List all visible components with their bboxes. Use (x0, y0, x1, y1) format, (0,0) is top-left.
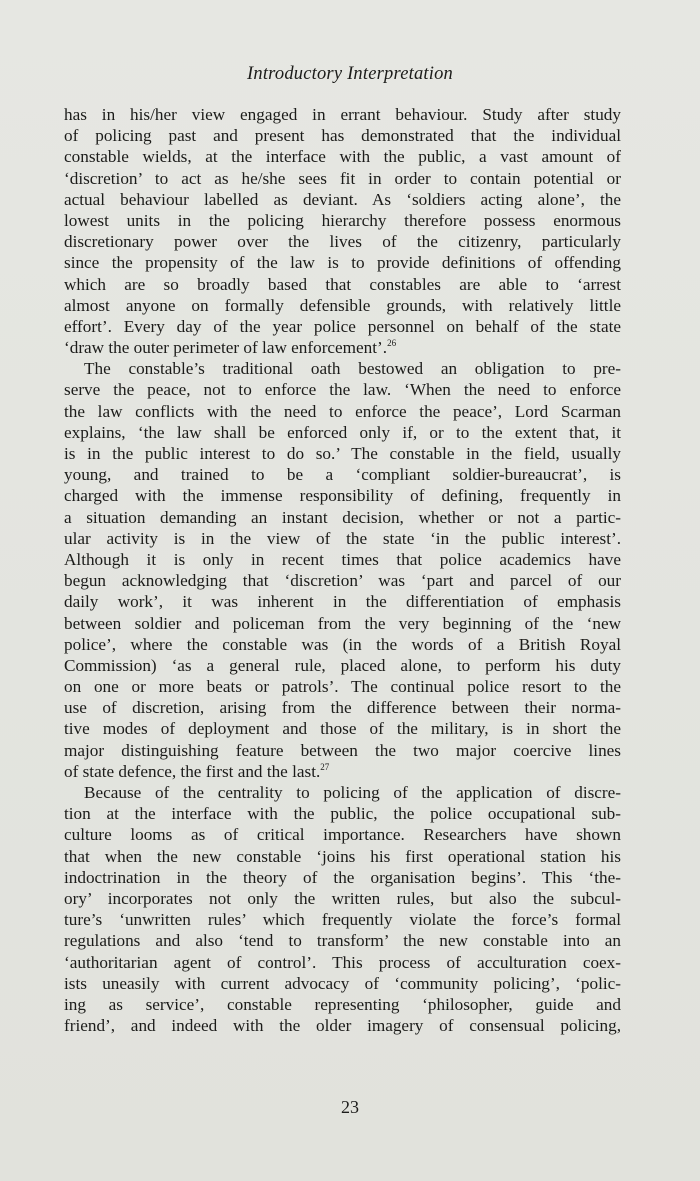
line-text: ular activity is in the view of the state ‘in the public interest’. (64, 528, 621, 548)
line-text: between soldier and policeman from the very beginning of the ‘new (64, 613, 621, 633)
line-text: ture’s ‘unwritten rules’ which frequently violate the force’s formal (64, 910, 621, 930)
text-line (64, 443, 621, 464)
text-line (64, 104, 621, 125)
line-text: tive modes of deployment and those of the military, is in short the (64, 719, 621, 739)
line-text: regulations and also ‘tend to transform’ the new constable into an (64, 931, 621, 951)
line-text: has in his/her view engaged in errant behaviour. Study after study (64, 105, 621, 124)
text-line (64, 210, 621, 231)
line-text: ‘discretion’ to act as he/she sees fit in order to contain potential or (64, 168, 621, 188)
line-text: the law conflicts with the need to enforce the peace’, Lord Scarman (64, 401, 621, 421)
line-text: The constable’s traditional oath bestowed an obligation to pre- (84, 359, 621, 379)
line-text: almost anyone on formally defensible grounds, with relatively little (64, 295, 621, 315)
line-text: lowest units in the policing hierarchy therefore possess enormous (64, 210, 621, 230)
line-text: Commission) ‘as a general rule, placed alone, to perform his duty (64, 655, 621, 675)
text-line (64, 782, 621, 803)
text-line (64, 252, 621, 273)
line-text: of policing past and present has demonstrated that the individual (64, 126, 621, 146)
line-text: ‘draw the outer perimeter of law enforcement’. (64, 338, 388, 358)
text-line (64, 1015, 621, 1036)
running-head: Introductory Interpretation (247, 64, 453, 84)
text-line (64, 591, 621, 612)
text-line (64, 379, 621, 400)
line-text: a situation demanding an instant decision, whether or not a partic- (64, 507, 621, 527)
text-line (64, 634, 621, 655)
text-line (64, 507, 621, 528)
line-text: actual behaviour labelled as deviant. As ‘soldiers acting alone’, the (64, 189, 621, 209)
text-line (64, 485, 621, 506)
text-line (64, 803, 621, 824)
line-text: begun acknowledging that ‘discretion’ was ‘part and parcel of our (64, 571, 621, 591)
text-line (64, 168, 621, 189)
line-text: of state defence, the first and the last. (64, 761, 321, 781)
line-text: constable wields, at the interface with the public, a vast amount of (64, 147, 621, 167)
line-text: ory’ incorporates not only the written rules, but also the subcul- (64, 888, 621, 908)
text-line (64, 189, 621, 210)
text-line (64, 994, 621, 1015)
text-line (64, 528, 621, 549)
line-text: that when the new constable ‘joins his first operational station his (64, 846, 621, 866)
line-text: charged with the immense responsibility of defining, frequently in (64, 486, 621, 506)
text-line (64, 697, 621, 718)
text-line (64, 274, 621, 295)
text-line (64, 655, 621, 676)
line-text: serve the peace, not to enforce the law. ‘When the need to enforce (64, 380, 621, 400)
text-line (64, 952, 621, 973)
text-line (64, 676, 621, 697)
text-line (64, 401, 621, 422)
line-text: tion at the interface with the public, the police occupational sub- (64, 804, 621, 824)
line-text: major distinguishing feature between the two major coercive lines (64, 740, 621, 760)
text-line (64, 295, 621, 316)
text-line (64, 846, 621, 867)
text-line (64, 422, 621, 443)
paragraph-1 (64, 104, 621, 358)
line-text: indoctrination in the theory of the organisation begins’. This ‘the- (64, 867, 621, 887)
text-line (64, 337, 621, 358)
line-text: ing as service’, constable representing ‘philosopher, guide and (64, 994, 621, 1014)
line-text: friend’, and indeed with the older imagery of consensual policing, (64, 1016, 621, 1036)
text-line (64, 867, 621, 888)
paragraph-3 (64, 782, 621, 1036)
text-line (64, 718, 621, 739)
line-text: Because of the centrality to policing of the application of discre- (84, 783, 621, 802)
text-line (64, 824, 621, 845)
footnote-marker[interactable]: 27 (320, 761, 330, 772)
line-text: discretionary power over the lives of the citizenry, particularly (64, 232, 621, 252)
line-text: police’, where the constable was (in the words of a British Royal (64, 634, 621, 654)
text-line (64, 761, 621, 782)
line-text: since the propensity of the law is to provide definitions of offending (64, 253, 621, 273)
footnote-marker[interactable]: 26 (387, 338, 397, 349)
text-line (64, 888, 621, 909)
line-text: on one or more beats or patrols’. The continual police resort to the (64, 677, 621, 697)
page-number: 23 (341, 1097, 359, 1117)
text-line (64, 125, 621, 146)
line-text: daily work’, it was inherent in the differentiation of emphasis (64, 592, 621, 612)
text-line (64, 231, 621, 252)
line-text: ‘authoritarian agent of control’. This process of acculturation coex- (64, 952, 621, 972)
body-text (64, 104, 621, 1036)
text-line (64, 613, 621, 634)
text-line (64, 740, 621, 761)
text-line (64, 909, 621, 930)
line-text: use of discretion, arising from the difference between their norma- (64, 698, 621, 718)
line-text: is in the public interest to do so.’ The constable in the field, usually (64, 444, 621, 463)
text-line (64, 570, 621, 591)
line-text: effort’. Every day of the year police personnel on behalf of the state (64, 316, 621, 336)
text-line (64, 549, 621, 570)
line-text: ists uneasily with current advocacy of ‘community policing’, ‘polic- (64, 973, 621, 993)
text-line (64, 146, 621, 167)
text-line (64, 358, 621, 379)
line-text: young, and trained to be a ‘compliant soldier-bureaucrat’, is (64, 465, 621, 485)
line-text: explains, ‘the law shall be enforced only if, or to the extent that, it (64, 422, 621, 442)
line-text: Although it is only in recent times that police academics have (64, 549, 621, 569)
text-line (64, 316, 621, 337)
text-line (64, 973, 621, 994)
line-text: which are so broadly based that constables are able to ‘arrest (64, 274, 621, 294)
text-line (64, 930, 621, 951)
paragraph-2 (64, 358, 621, 782)
line-text: culture looms as of critical importance. Researchers have shown (64, 825, 621, 845)
text-line (64, 464, 621, 485)
